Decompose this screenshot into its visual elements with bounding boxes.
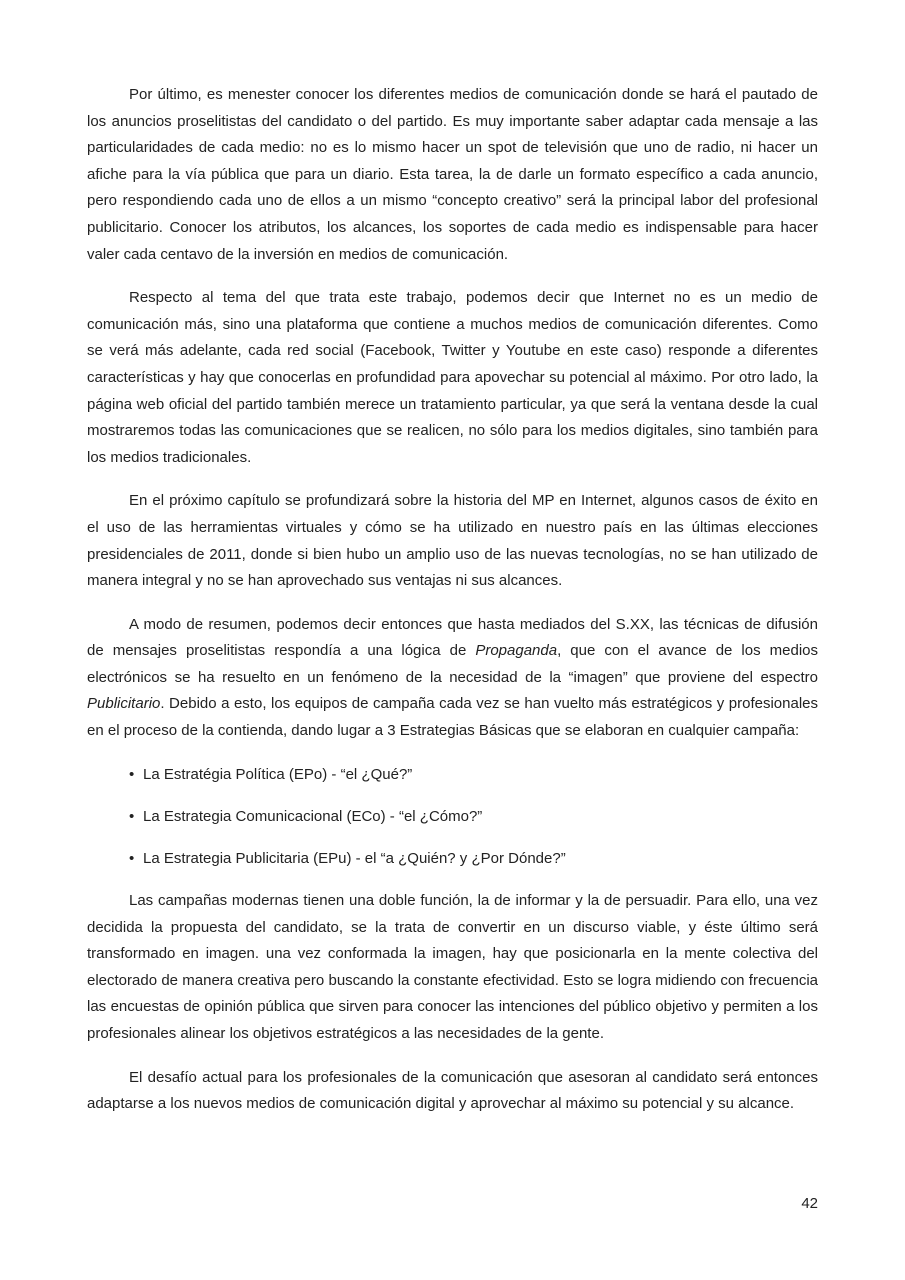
page-number: 42 — [801, 1195, 818, 1212]
paragraph: Las campañas modernas tienen una doble función, la de informar y la de persuadir. Para ello, una vez decidida la propuesta del candidato, se la trata de convertir en un discurso viable, y éste último será transformado en imagen. una vez conformada la imagen, hay que posicionarla en la mente colectiva del electorado de manera creativa pero buscando la constante efectividad. Esto se logra midiendo con frecuencia las encuestas de opinión pública que sirven para conocer las intenciones del público objetivo y permiten a los profesionales alinear los objetivos estratégicos a las necesidades de la gente. — [87, 891, 818, 1042]
page-body — [87, 82, 818, 1135]
text-segment: . Debido a esto, los equipos de campaña cada vez se han vuelto más estratégicos y profesionales en el proceso de la contienda, dando lugar a 3 Estrategias Básicas que se elaboran en cualquier campaña: — [87, 695, 818, 740]
paragraph: Respecto al tema del que trata este trabajo, podemos decir que Internet no es un medio de comunicación más, sino una plataforma que contiene a muchos medios de comunicación diferentes. Como se verá más adelante, cada red social (Facebook, Twitter y Youtube en este caso) responde a diferentes características y hay que conocerlas en profundidad para apovechar su potencial al máximo. Por otro lado, la página web oficial del partido también merece un tratamiento particular, ya que será la ventana desde la cual mostraremos todas las comunicaciones que se realicen, no sólo para los medios digitales, sino también para los medios tradicionales. — [87, 289, 818, 466]
italic-term: Publicitario — [87, 695, 161, 713]
text-segment: , que con el avance de los medios electrónicos se ha resuelto en un fenómeno de la necesidad de la “imagen” que proviene del espectro — [87, 642, 818, 686]
bullet-icon: • — [129, 849, 135, 867]
text-segment: A modo de resumen, podemos decir entonces que hasta mediados del S.XX, las técnicas de difusión de mensajes proselitistas respondía a una lógica de — [87, 615, 818, 660]
list-item-text: La Estrategia Publicitaria (EPu) - el “a ¿Quién? y ¿Por Dónde?” — [143, 849, 566, 867]
list-item — [87, 846, 818, 873]
paragraph: Por último, es menester conocer los diferentes medios de comunicación donde se hará el pautado de los anuncios proselitistas del candidato o del partido. Es muy importante saber adaptar cada mensaje a las particularidades de cada medio: no es lo mismo hacer un spot de televisión que uno de radio, ni hacer un afiche para la vía pública que para un diario. Esta tarea, la de darle un formato específico a cada anuncio, pero respondiendo cada uno de ellos a un mismo “concepto creativo” será la principal labor del profesional publicitario. Conocer los atributos, los alcances, los soportes de cada medio es indispensable para hacer valer cada centavo de la inversión en medios de comunicación. — [87, 86, 818, 263]
strategy-list — [87, 762, 818, 873]
paragraph: El desafío actual para los profesionales de la comunicación que asesoran al candidato será entonces adaptarse a los nuevos medios de comunicación digital y aprovechar al máximo su potencial y su alcance. — [87, 1068, 818, 1113]
summary-paragraph — [87, 612, 818, 745]
italic-term: Propaganda — [475, 642, 558, 660]
bullet-icon: • — [129, 765, 135, 783]
list-item — [87, 804, 818, 831]
paragraph: En el próximo capítulo se profundizará sobre la historia del MP en Internet, algunos casos de éxito en el uso de las herramientas virtuales y cómo se ha utilizado en nuestro país en las últimas elecciones presidenciales de 2011, donde si bien hubo un amplio uso de las nuevas tecnologías, no se han utilizado de manera integral y no se han aprovechado sus ventajas ni sus alcances. — [87, 492, 818, 590]
list-item — [87, 762, 818, 789]
list-item-text: La Estrategia Comunicacional (ECo) - “el ¿Cómo?” — [143, 807, 483, 825]
list-item-text: La Estratégia Política (EPo) - “el ¿Qué?” — [143, 765, 413, 783]
bullet-icon: • — [129, 807, 135, 825]
